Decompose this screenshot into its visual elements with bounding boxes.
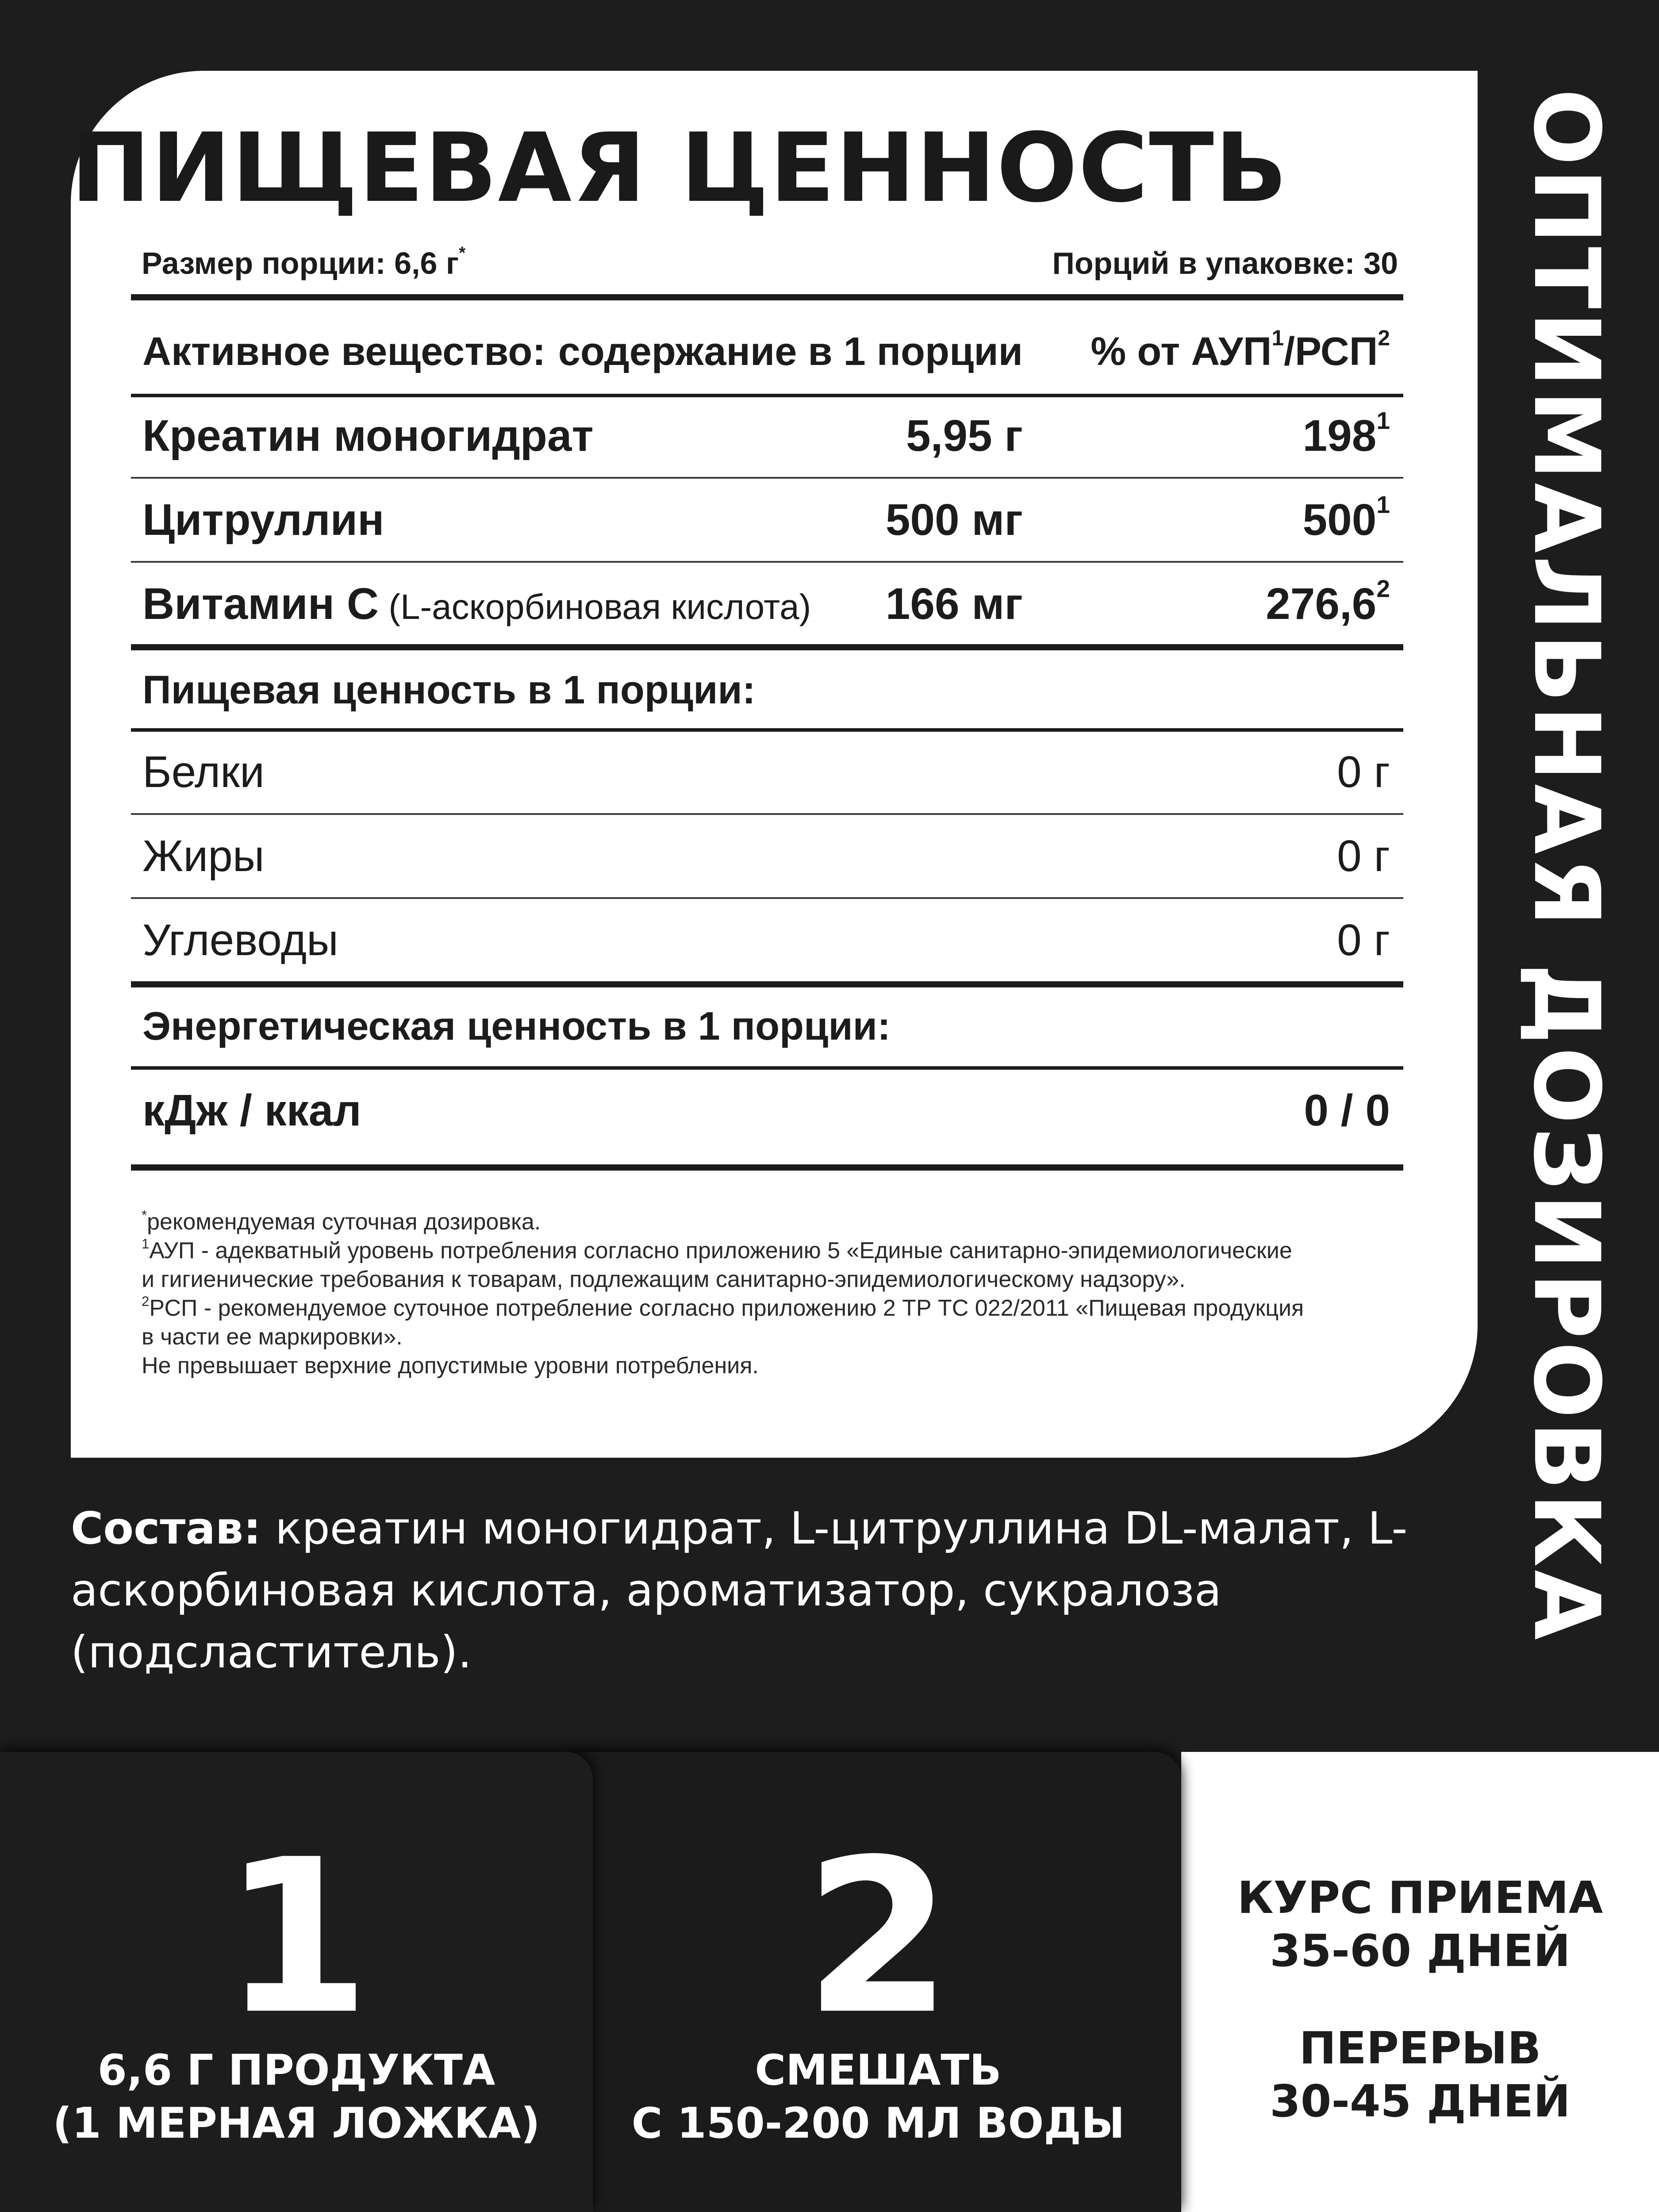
- active-amount: 5,95 г: [906, 411, 1023, 461]
- serving-size: [142, 241, 465, 285]
- footnote: [142, 1294, 1402, 1323]
- energy-value: 0 / 0: [1304, 1086, 1390, 1135]
- footnote-text: рекомендуемая суточная дозировка.: [147, 1209, 541, 1235]
- energy-name: кДж / ккал: [142, 1086, 361, 1135]
- footnote: [142, 1265, 1402, 1294]
- active-percent: [1303, 394, 1390, 478]
- table-row: [131, 562, 1403, 646]
- divider: [131, 1164, 1403, 1171]
- footnote: [142, 1208, 1402, 1237]
- step-number: 1: [223, 1814, 370, 2061]
- footnote-mark: 1: [142, 1236, 150, 1252]
- nutrition-section-heading: [131, 648, 1403, 732]
- macro-value: 0 г: [1337, 831, 1390, 881]
- header-percent-b: /РСП: [1283, 330, 1378, 374]
- table-row: [131, 478, 1403, 562]
- break-duration: ПЕРЕРЫВ 30-45 ДНЕЙ: [1270, 2022, 1571, 2127]
- header-active: Активное вещество:: [142, 330, 546, 374]
- macro-name: Белки: [142, 747, 265, 797]
- active-name: Креатин моногидрат: [142, 411, 594, 461]
- active-amount: 166 мг: [885, 579, 1023, 629]
- nutrition-title: ПИЩЕВАЯ ЦЕННОСТЬ: [71, 112, 1288, 223]
- step-panel-1: [0, 1752, 593, 2212]
- active-percent-sup: 1: [1376, 491, 1390, 518]
- footnote-text: Не превышает верхние допустимые уровни потребления.: [142, 1353, 759, 1379]
- footnotes: [142, 1208, 1402, 1380]
- course-info-panel: [1181, 1752, 1659, 2212]
- serving-size-mark: *: [459, 243, 466, 263]
- active-name-note: (L-аскорбиновая кислота): [379, 587, 811, 626]
- header-percent-a: % от АУП: [1091, 330, 1272, 374]
- header-sup1: 1: [1271, 326, 1284, 350]
- active-percent-sup: 1: [1376, 407, 1390, 434]
- composition: [71, 1498, 1486, 1683]
- active-name: Цитруллин: [142, 495, 384, 545]
- servings-per-pack: Порций в упаковке: 30: [1052, 246, 1398, 280]
- energy-section-text: Энергетическая ценность в 1 порции:: [142, 1004, 891, 1048]
- table-row: [131, 1068, 1403, 1152]
- active-percent-sup: 2: [1376, 575, 1390, 603]
- table-header: [131, 310, 1403, 394]
- active-name: [142, 562, 811, 649]
- step-panel-2: [575, 1752, 1181, 2212]
- divider: [131, 294, 1403, 300]
- footnote-mark: *: [142, 1207, 147, 1223]
- footnote-mark: 2: [142, 1294, 150, 1310]
- active-amount: 500 мг: [885, 495, 1023, 545]
- course-duration: КУРС ПРИЕМА 35-60 ДНЕЙ: [1237, 1872, 1603, 1977]
- footnote-text: РСП - рекомендуемое суточное потребление согласно приложению 2 ТР ТС 022/2011 «Пищевая продукция: [149, 1295, 1304, 1321]
- footnote-text: и гигиенические требования к товарам, подлежащим санитарно-эпидемиологическому надзору».: [142, 1267, 1186, 1292]
- composition-label: Состав:: [71, 1502, 261, 1554]
- nutrition-section-text: Пищевая ценность в 1 порции:: [142, 668, 756, 712]
- active-percent: [1303, 478, 1390, 562]
- macro-name: Жиры: [142, 831, 265, 881]
- side-heading: ОПТИМАЛЬНАЯ ДОЗИРОВКА: [1513, 88, 1619, 1643]
- table-row: [131, 898, 1403, 982]
- step-number: 2: [804, 1814, 952, 2061]
- header-amount: содержание в 1 порции: [558, 330, 1023, 374]
- macro-value: 0 г: [1337, 915, 1390, 965]
- active-percent-value: 500: [1302, 495, 1377, 545]
- table-row: [131, 730, 1403, 814]
- table-row: [131, 814, 1403, 898]
- table-row: [131, 394, 1403, 478]
- footnote: [142, 1237, 1402, 1265]
- header-percent: [1091, 310, 1390, 394]
- serving-info: [142, 241, 1398, 285]
- active-percent: [1266, 562, 1390, 646]
- footnote: [142, 1352, 1402, 1380]
- energy-section-heading: [131, 984, 1403, 1068]
- step-text: 6,6 Г ПРОДУКТА (1 МЕРНАЯ ЛОЖКА): [53, 2046, 540, 2148]
- serving-size-text: Размер порции: 6,6 г: [142, 246, 459, 280]
- macro-name: Углеводы: [142, 915, 338, 965]
- macro-value: 0 г: [1337, 747, 1390, 797]
- composition-text: креатин моногидрат, L-цитруллина DL-малат, L-аскорбиновая кислота, ароматизатор, сукралоза (подсластитель).: [71, 1502, 1408, 1678]
- footnote: [142, 1323, 1402, 1352]
- header-sup2: 2: [1378, 326, 1390, 350]
- footnote-text: АУП - адекватный уровень потребления согласно приложению 5 «Единые санитарно-эпидемиологические: [149, 1238, 1292, 1263]
- step-text: СМЕШАТЬ С 150-200 МЛ ВОДЫ: [631, 2046, 1125, 2148]
- footnote-text: в части ее маркировки».: [142, 1324, 403, 1350]
- active-percent-value: 198: [1302, 411, 1377, 461]
- active-percent-value: 276,6: [1266, 579, 1377, 629]
- active-name-text: Витамин С: [142, 579, 379, 629]
